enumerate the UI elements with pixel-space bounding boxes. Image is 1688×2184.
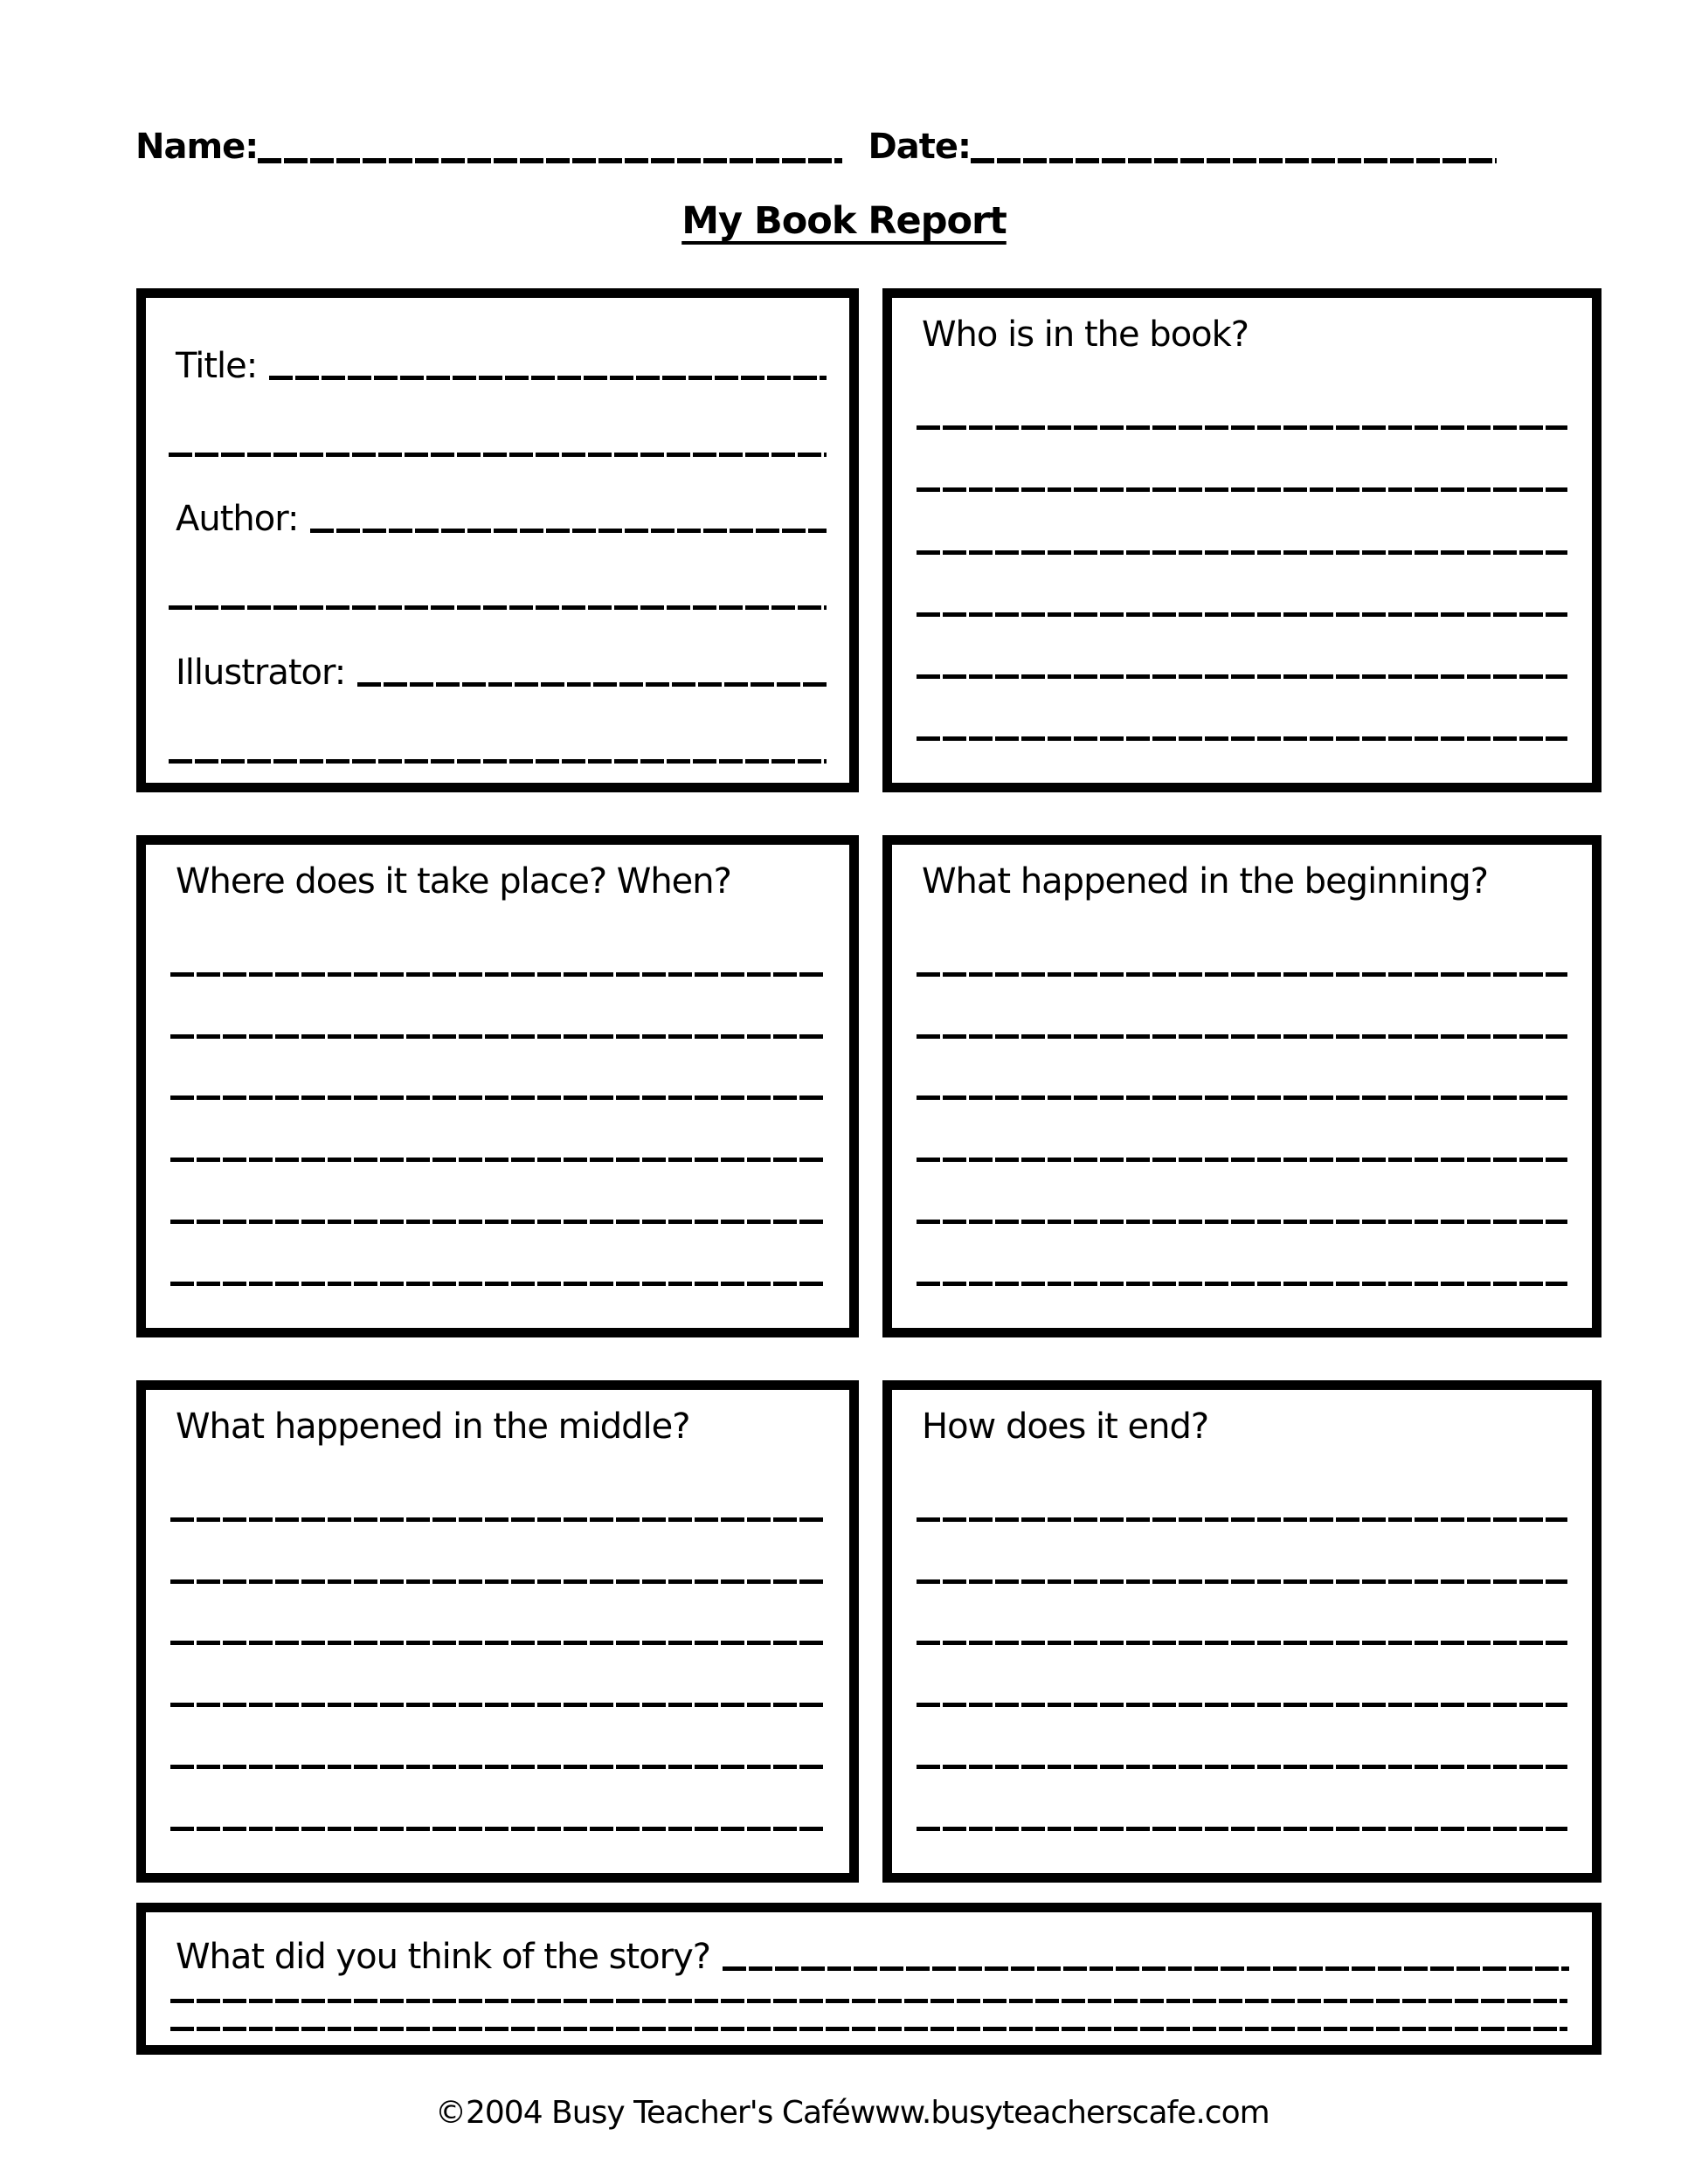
writing-line[interactable] bbox=[169, 1100, 827, 1162]
writing-line[interactable] bbox=[915, 1707, 1569, 1769]
box-beginning-heading: What happened in the beginning? bbox=[922, 861, 1488, 902]
box-beginning bbox=[882, 835, 1602, 1337]
copyright-text: ©2004 Busy Teacher's Café bbox=[435, 2095, 850, 2131]
writing-line[interactable] bbox=[169, 1645, 827, 1707]
box-characters-heading: Who is in the book? bbox=[922, 314, 1249, 355]
writing-line[interactable] bbox=[915, 1224, 1569, 1286]
writing-line[interactable] bbox=[169, 1039, 827, 1101]
date-label: Date: bbox=[868, 127, 971, 167]
writing-line[interactable] bbox=[169, 915, 827, 977]
writing-line[interactable] bbox=[169, 977, 827, 1039]
box-middle bbox=[136, 1380, 859, 1883]
box-characters bbox=[882, 288, 1602, 792]
box-book-info bbox=[136, 288, 859, 792]
writing-line[interactable] bbox=[915, 915, 1569, 977]
writing-line[interactable] bbox=[169, 1769, 827, 1831]
illustrator-input-line[interactable] bbox=[357, 682, 827, 687]
author-input-line[interactable] bbox=[310, 529, 827, 533]
writing-line[interactable] bbox=[915, 679, 1569, 741]
page-footer bbox=[435, 2095, 1269, 2131]
writing-line[interactable] bbox=[169, 1522, 827, 1584]
opinion-heading: What did you think of the story? bbox=[176, 1937, 710, 1977]
title-extra-line[interactable] bbox=[169, 453, 827, 457]
name-label: Name: bbox=[135, 127, 259, 167]
writing-line[interactable] bbox=[915, 1645, 1569, 1707]
writing-line[interactable] bbox=[169, 1460, 827, 1522]
name-input-line[interactable] bbox=[258, 158, 841, 163]
writing-line[interactable] bbox=[169, 1974, 1569, 2003]
blank-line-row bbox=[169, 690, 827, 767]
opinion-heading-row bbox=[169, 1918, 1569, 1977]
illustrator-field-label: Illustrator: bbox=[176, 653, 346, 694]
boxes-grid bbox=[136, 288, 1602, 1883]
blank-line-row bbox=[169, 384, 827, 460]
illustrator-field-row bbox=[169, 613, 827, 694]
box-opinion bbox=[136, 1903, 1602, 2055]
author-extra-line[interactable] bbox=[169, 605, 827, 610]
writing-line[interactable] bbox=[915, 977, 1569, 1039]
box-setting-heading: Where does it take place? When? bbox=[176, 861, 731, 902]
writing-line[interactable] bbox=[915, 1769, 1569, 1831]
writing-lines bbox=[915, 915, 1569, 1286]
writing-line[interactable] bbox=[915, 1100, 1569, 1162]
blank-line-row bbox=[169, 536, 827, 613]
writing-lines bbox=[169, 1460, 827, 1831]
writing-line[interactable] bbox=[169, 1162, 827, 1224]
writing-line[interactable] bbox=[915, 1162, 1569, 1224]
writing-line[interactable] bbox=[915, 368, 1569, 430]
writing-line[interactable] bbox=[915, 1584, 1569, 1646]
writing-line[interactable] bbox=[915, 617, 1569, 679]
opinion-input-line[interactable] bbox=[723, 1966, 1569, 1971]
writing-line[interactable] bbox=[915, 492, 1569, 554]
writing-line[interactable] bbox=[169, 2003, 1569, 2032]
writing-line[interactable] bbox=[915, 1039, 1569, 1101]
title-field-row bbox=[169, 307, 827, 384]
title-input-line[interactable] bbox=[269, 376, 827, 380]
writing-lines bbox=[915, 1460, 1569, 1831]
writing-line[interactable] bbox=[169, 1584, 827, 1646]
name-date-row bbox=[135, 128, 1497, 166]
box-ending bbox=[882, 1380, 1602, 1883]
writing-line[interactable] bbox=[915, 430, 1569, 492]
writing-line[interactable] bbox=[915, 1522, 1569, 1584]
date-input-line[interactable] bbox=[971, 158, 1497, 163]
box-setting bbox=[136, 835, 859, 1337]
writing-line[interactable] bbox=[169, 1707, 827, 1769]
website-text: www.busyteacherscafe.com bbox=[849, 2095, 1269, 2131]
writing-lines bbox=[169, 915, 827, 1286]
writing-line[interactable] bbox=[169, 1224, 827, 1286]
box-middle-heading: What happened in the middle? bbox=[176, 1406, 690, 1447]
title-field-label: Title: bbox=[176, 345, 258, 386]
author-field-row bbox=[169, 460, 827, 540]
illustrator-extra-line[interactable] bbox=[169, 759, 827, 764]
author-field-label: Author: bbox=[176, 499, 299, 540]
box-ending-heading: How does it end? bbox=[922, 1406, 1209, 1447]
writing-lines bbox=[915, 368, 1569, 741]
page-title: My Book Report bbox=[681, 199, 1007, 243]
writing-line[interactable] bbox=[915, 1460, 1569, 1522]
writing-lines bbox=[169, 1974, 1569, 2031]
writing-line[interactable] bbox=[915, 555, 1569, 617]
